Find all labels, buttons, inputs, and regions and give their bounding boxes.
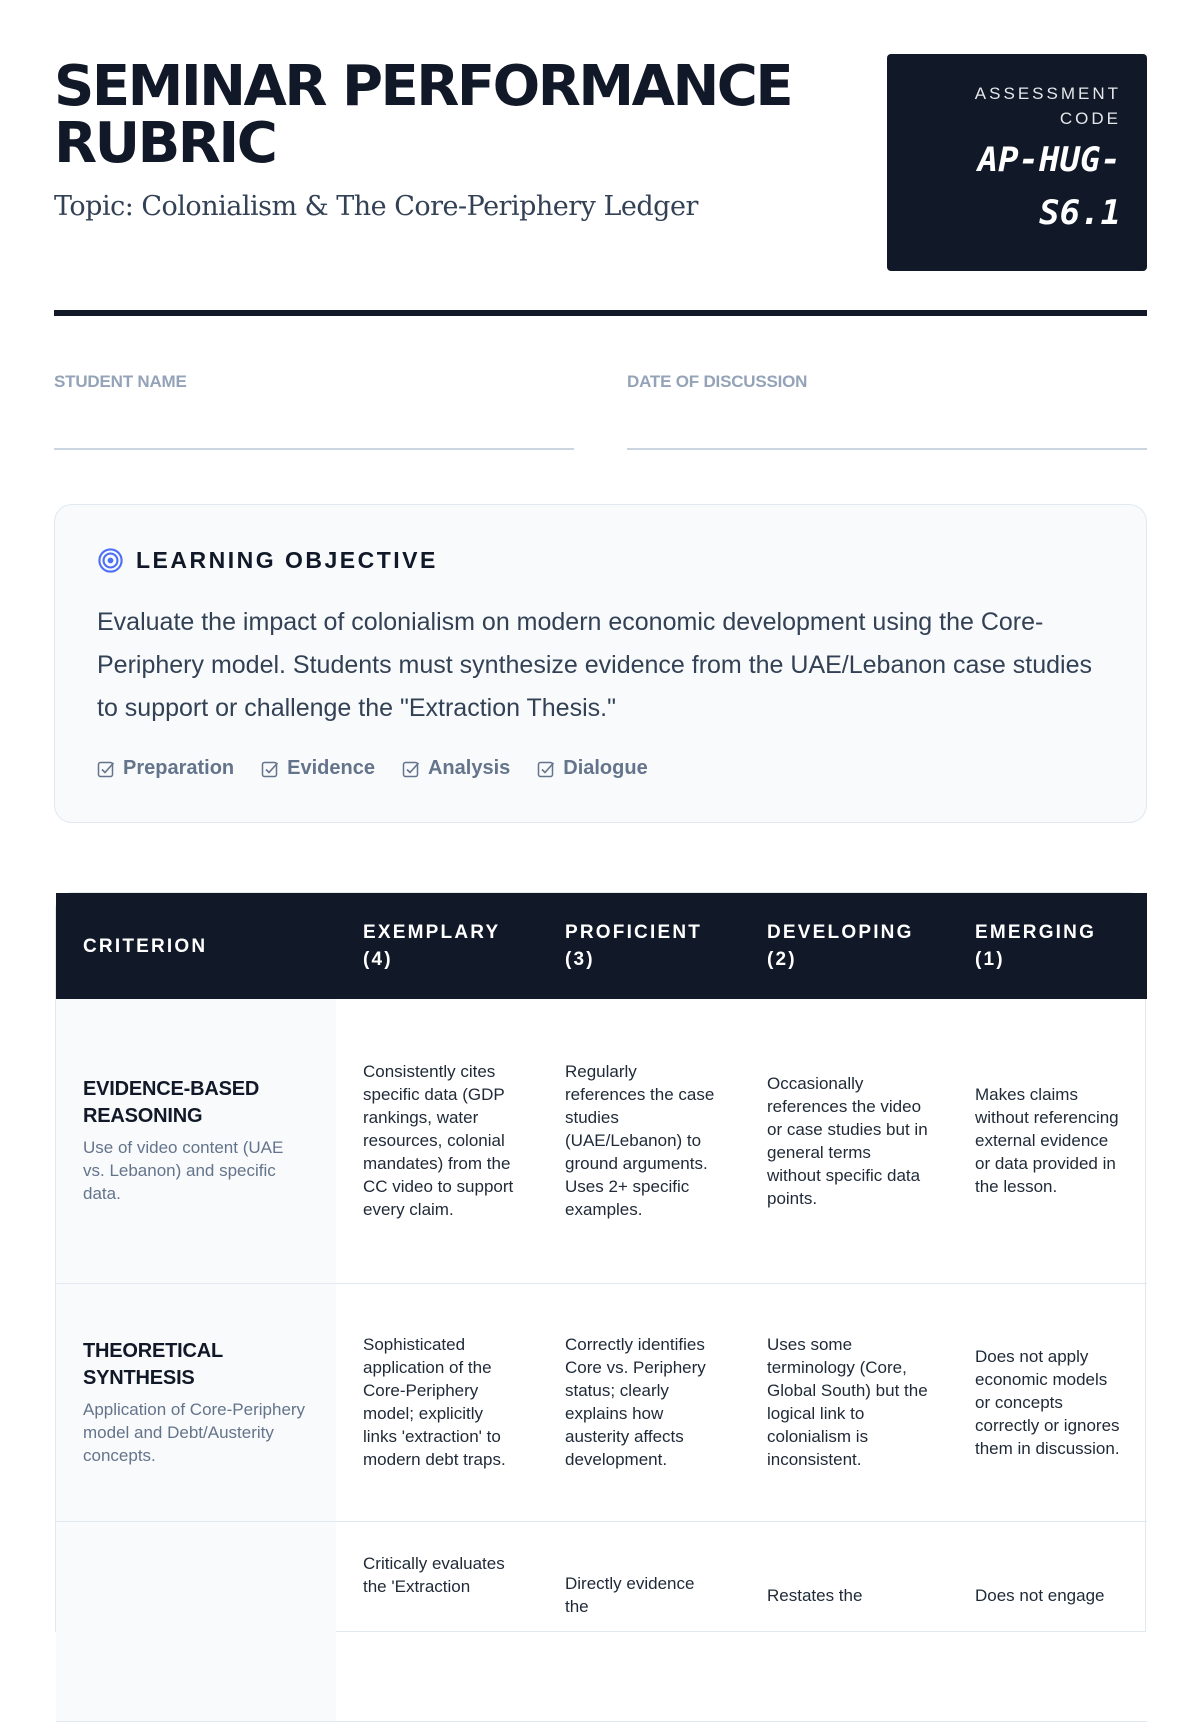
checkbox-icon [261, 760, 279, 778]
rubric-cell: Does not engage [948, 1521, 1147, 1721]
rubric-cell: Regularly references the case studies (UAE/Lebanon) to ground arguments. Uses 2+ specific examples. [538, 999, 740, 1283]
assessment-code-value: AP-HUG-S6.1 [977, 140, 1121, 233]
objective-tags [97, 757, 648, 780]
checkbox-icon [97, 760, 115, 778]
column-header: CRITERION [83, 935, 208, 957]
criterion-name: EVIDENCE-BASED REASONING [83, 1078, 260, 1128]
column-header: EMERGING (1) [975, 922, 1097, 970]
rubric-cell: Critically evaluates the 'Extraction [336, 1521, 538, 1721]
tag-evidence [261, 757, 375, 780]
rubric-cell: Makes claims without referencing external evidence or data provided in the lesson. [948, 999, 1147, 1283]
rubric-cell: Directly evidence the [538, 1521, 740, 1721]
rubric-cell: Does not apply economic models or concepts correctly or ignores them in discussion. [948, 1283, 1147, 1521]
rubric-cell: Sophisticated application of the Core-Periphery model; explicitly links 'extraction' to modern debt traps. [336, 1283, 538, 1521]
page-title: SEMINAR PERFORMANCE RUBRIC [54, 54, 792, 176]
page-subtitle: Topic: Colonialism & The Core-Periphery Ledger [54, 191, 698, 222]
table-row [56, 999, 1147, 1283]
table-row [56, 1521, 1147, 1721]
rubric-cell: Restates the [740, 1521, 948, 1721]
tag-label: Preparation [123, 757, 235, 779]
table-row [56, 1283, 1147, 1521]
date-field[interactable] [627, 372, 1147, 450]
criterion-cell [56, 1283, 336, 1521]
learning-objective-card [54, 504, 1147, 823]
tag-label: Dialogue [563, 757, 648, 779]
objective-header [97, 547, 438, 574]
column-header: DEVELOPING (2) [767, 922, 914, 970]
criterion-description: Use of video content (UAE vs. Lebanon) and specific data. [83, 1138, 284, 1204]
rubric-cell: Consistently cites specific data (GDP rankings, water resources, colonial mandates) from the CC video to support every claim. [336, 999, 538, 1283]
checkbox-icon [537, 760, 555, 778]
tag-label: Analysis [427, 757, 511, 779]
student-name-field[interactable] [54, 372, 574, 450]
date-label: DATE OF DISCUSSION [627, 372, 808, 391]
criterion-cell [56, 999, 336, 1283]
assessment-code-label: ASSESSMENT CODE [974, 84, 1121, 128]
criterion-name: THEORETICAL SYNTHESIS [83, 1339, 223, 1389]
objective-text: Evaluate the impact of colonialism on modern economic development using the Core-Periphery model. Students must synthesize evidence from the UAE/Lebanon case studies to support or challenge the "Extraction Thesis." [97, 608, 1092, 722]
header [54, 54, 1147, 284]
tag-preparation [97, 757, 234, 780]
rubric-cell: Correctly identifies Core vs. Periphery status; clearly explains how austerity affects development. [538, 1283, 740, 1521]
criterion-description: Application of Core-Periphery model and Debt/Austerity concepts. [83, 1399, 306, 1465]
rubric-header-row [56, 893, 1147, 999]
tag-dialogue [537, 757, 647, 780]
criterion-cell [56, 1521, 336, 1721]
target-icon [97, 547, 124, 574]
objective-title: LEARNING OBJECTIVE [136, 547, 438, 573]
checkbox-icon [402, 760, 420, 778]
column-header: PROFICIENT (3) [565, 922, 703, 970]
rubric-cell: Occasionally references the video or case studies but in general terms without specific data points. [740, 999, 948, 1283]
tag-label: Evidence [287, 757, 375, 779]
assessment-code-box [887, 54, 1147, 271]
rubric-cell: Uses some terminology (Core, Global South) but the logical link to colonialism is inconsistent. [740, 1283, 948, 1521]
student-name-label: STUDENT NAME [54, 372, 187, 391]
column-header: EXEMPLARY (4) [363, 922, 500, 970]
header-divider [54, 310, 1147, 316]
tag-analysis [402, 757, 510, 780]
rubric-table [56, 893, 1147, 1722]
rubric-table-container [55, 892, 1146, 1632]
